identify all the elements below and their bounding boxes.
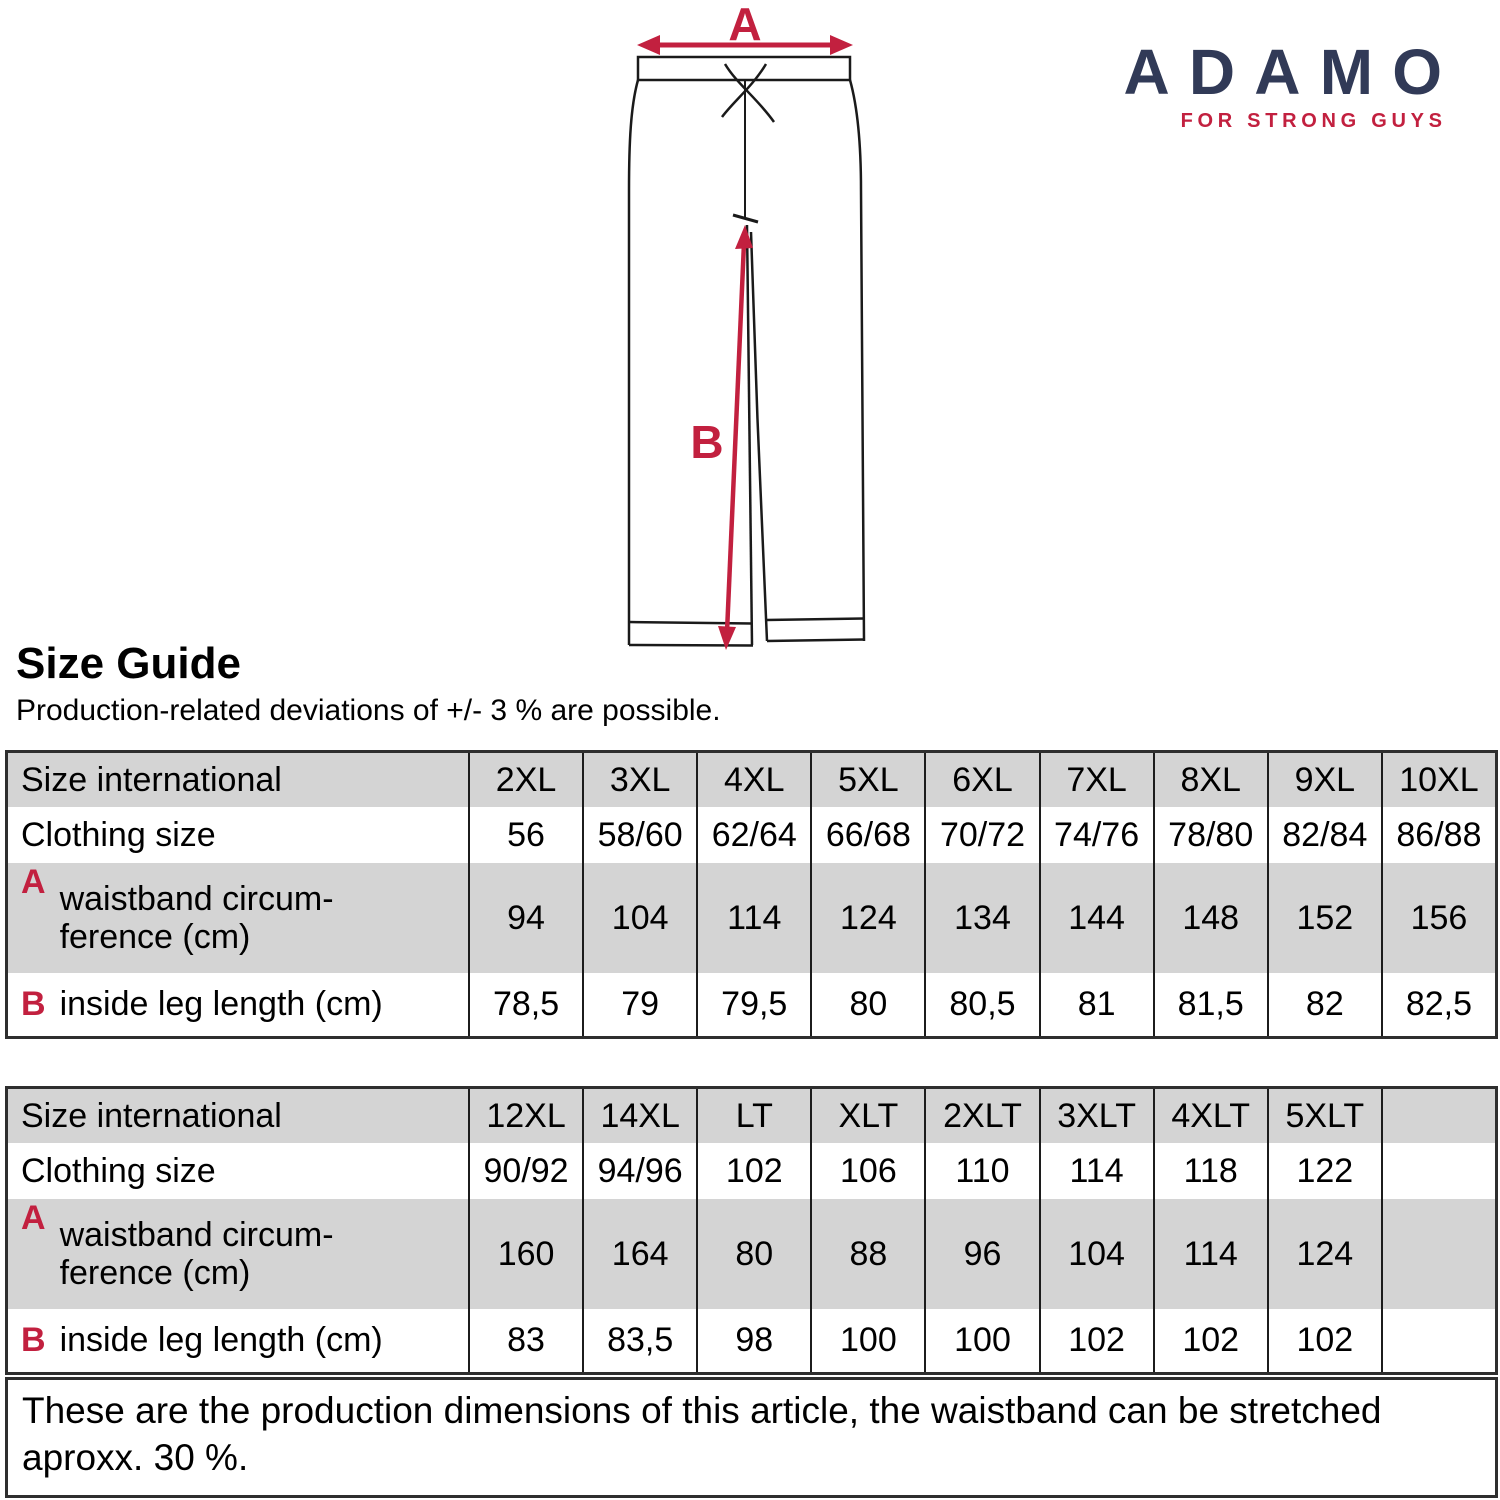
- size-cell: 86/88: [1381, 807, 1495, 863]
- size-cell: 14XL: [582, 1089, 696, 1143]
- size-cell: 110: [924, 1143, 1038, 1199]
- size-cell: 80: [696, 1199, 810, 1309]
- size-cell: 82/84: [1267, 807, 1381, 863]
- row-label: [8, 863, 468, 973]
- size-cell: 4XLT: [1153, 1089, 1267, 1143]
- size-cell: 160: [468, 1199, 582, 1309]
- size-cell: 5XLT: [1267, 1089, 1381, 1143]
- row-label-text: inside leg length (cm): [59, 985, 383, 1024]
- row-label-text: Size international: [21, 1096, 282, 1135]
- size-cell: 118: [1153, 1143, 1267, 1199]
- row-label-text: Clothing size: [21, 1151, 216, 1190]
- size-table-lower: [5, 1086, 1498, 1375]
- page-subtitle: Production-related deviations of +/- 3 % are possible.: [16, 694, 721, 728]
- size-cell: 100: [924, 1309, 1038, 1372]
- size-cell: 81: [1039, 973, 1153, 1036]
- size-cell: 94: [468, 863, 582, 973]
- size-cell: 94/96: [582, 1143, 696, 1199]
- size-cell: 124: [1267, 1199, 1381, 1309]
- size-cell: 90/92: [468, 1143, 582, 1199]
- size-cell: 10XL: [1381, 753, 1495, 807]
- row-label-text: waistband circum- ference (cm): [59, 879, 334, 956]
- footer-note: These are the production dimensions of this article, the waistband can be stretched aproxx. 30 %.: [5, 1377, 1498, 1498]
- size-cell: 56: [468, 807, 582, 863]
- size-cell: 102: [696, 1143, 810, 1199]
- size-cell: 122: [1267, 1143, 1381, 1199]
- size-cell: 8XL: [1153, 753, 1267, 807]
- size-cell: 6XL: [924, 753, 1038, 807]
- size-cell: 82,5: [1381, 973, 1495, 1036]
- row-label-text: inside leg length (cm): [59, 1321, 383, 1360]
- waistband-outline: [638, 57, 850, 80]
- table-row: [8, 1089, 1495, 1143]
- size-cell: 144: [1039, 863, 1153, 973]
- table-row: [8, 863, 1495, 973]
- table-row: [8, 807, 1495, 863]
- size-cell: LT: [696, 1089, 810, 1143]
- measure-b-label: B: [690, 416, 724, 468]
- size-cell: 5XL: [810, 753, 924, 807]
- measure-letter: B: [21, 985, 46, 1024]
- size-cell: 80,5: [924, 973, 1038, 1036]
- size-cell: 2XLT: [924, 1089, 1038, 1143]
- size-cell: [1381, 1199, 1495, 1309]
- row-label-text: waistband circum- ference (cm): [59, 1215, 334, 1292]
- measure-letter: B: [21, 1321, 46, 1360]
- table-row: [8, 1199, 1495, 1309]
- size-cell: XLT: [810, 1089, 924, 1143]
- size-cell: 12XL: [468, 1089, 582, 1143]
- row-label: [8, 1199, 468, 1309]
- table-row: [8, 973, 1495, 1036]
- table-row: [8, 753, 1495, 807]
- size-cell: 83: [468, 1309, 582, 1372]
- size-cell: 114: [1153, 1199, 1267, 1309]
- size-cell: 82: [1267, 973, 1381, 1036]
- size-cell: 79: [582, 973, 696, 1036]
- size-cell: 102: [1267, 1309, 1381, 1372]
- row-label: [8, 807, 468, 863]
- size-cell: 102: [1039, 1309, 1153, 1372]
- size-cell: 134: [924, 863, 1038, 973]
- measure-letter: A: [21, 863, 46, 901]
- size-cell: 74/76: [1039, 807, 1153, 863]
- size-cell: 78,5: [468, 973, 582, 1036]
- size-cell: 164: [582, 1199, 696, 1309]
- size-cell: 148: [1153, 863, 1267, 973]
- size-cell: 79,5: [696, 973, 810, 1036]
- size-cell: 3XLT: [1039, 1089, 1153, 1143]
- size-cell: 114: [696, 863, 810, 973]
- trouser-outline: [629, 80, 864, 646]
- size-cell: 3XL: [582, 753, 696, 807]
- size-cell: 106: [810, 1143, 924, 1199]
- size-cell: 81,5: [1153, 973, 1267, 1036]
- size-cell: 62/64: [696, 807, 810, 863]
- size-cell: 104: [1039, 1199, 1153, 1309]
- size-cell: 9XL: [1267, 753, 1381, 807]
- size-cell: 66/68: [810, 807, 924, 863]
- measure-a-label: A: [728, 0, 762, 50]
- table-row: [8, 1309, 1495, 1372]
- page-title: Size Guide: [16, 639, 241, 688]
- row-label: [8, 973, 468, 1036]
- size-cell: 102: [1153, 1309, 1267, 1372]
- size-cell: [1381, 1143, 1495, 1199]
- heading-block: [16, 640, 721, 729]
- size-cell: 100: [810, 1309, 924, 1372]
- size-cell: 2XL: [468, 753, 582, 807]
- row-label: [8, 1309, 468, 1372]
- size-cell: 98: [696, 1309, 810, 1372]
- row-label: [8, 1143, 468, 1199]
- size-table-upper: [5, 750, 1498, 1039]
- brand-logo: [1123, 36, 1462, 133]
- size-cell: 83,5: [582, 1309, 696, 1372]
- brand-name: ADAMO: [1123, 36, 1462, 108]
- size-cell: 124: [810, 863, 924, 973]
- size-cell: 152: [1267, 863, 1381, 973]
- row-label-text: Clothing size: [21, 815, 216, 854]
- size-cell: 104: [582, 863, 696, 973]
- size-cell: 78/80: [1153, 807, 1267, 863]
- size-cell: [1381, 1309, 1495, 1372]
- drawstring-icon: [722, 64, 774, 222]
- table-row: [8, 1143, 1495, 1199]
- size-cell: 80: [810, 973, 924, 1036]
- size-cell: 4XL: [696, 753, 810, 807]
- size-cell: 156: [1381, 863, 1495, 973]
- row-label-text: Size international: [21, 760, 282, 799]
- brand-tagline: FOR STRONG GUYS: [1180, 110, 1447, 132]
- size-cell: [1381, 1089, 1495, 1143]
- pants-diagram-icon: [585, 0, 925, 660]
- size-cell: 114: [1039, 1143, 1153, 1199]
- row-label: [8, 1089, 468, 1143]
- size-cell: 88: [810, 1199, 924, 1309]
- size-cell: 96: [924, 1199, 1038, 1309]
- size-cell: 7XL: [1039, 753, 1153, 807]
- row-label: [8, 753, 468, 807]
- size-cell: 58/60: [582, 807, 696, 863]
- measure-letter: A: [21, 1199, 46, 1237]
- size-cell: 70/72: [924, 807, 1038, 863]
